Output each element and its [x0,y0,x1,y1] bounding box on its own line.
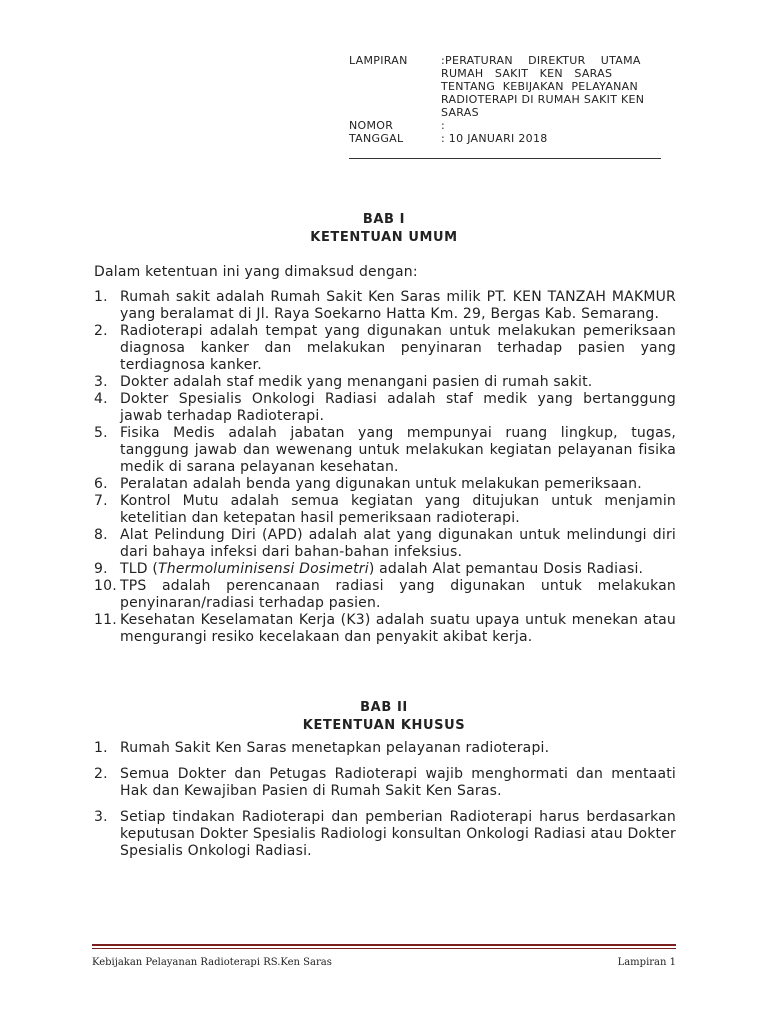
lampiran-value-line: RADIOTERAPI DI RUMAH SAKIT KEN [441,93,645,106]
item-text: TPS adalah perencanaan radiasi yang digunakan untuk melakukan penyinaran/radiasi terhadap pasien. [120,578,676,611]
header-divider [349,158,661,159]
bab1-intro: Dalam ketentuan ini yang dimaksud dengan: [94,264,418,280]
item-number: 2. [94,323,108,339]
item-text: Alat Pelindung Diri (APD) adalah alat yang digunakan untuk melindungi diri dari bahaya infeksi dari bahan-bahan infeksius. [120,527,676,560]
item-number: 8. [94,527,108,543]
item-number: 6. [94,476,108,492]
footer-page-label: Lampiran 1 [617,957,676,968]
item-number: 4. [94,391,108,407]
item-text: Kontrol Mutu adalah semua kegiatan yang ditujukan untuk menjamin ketelitian dan ketepatan hasil pemeriksaan radioterapi. [120,493,676,526]
list-item [94,740,676,757]
item-text: Fisika Medis adalah jabatan yang mempunyai ruang lingkup, tugas, tanggung jawab dan wewenang untuk melakukan kegiatan pelayanan fisika medik di sarana pelayanan kesehatan. [120,425,676,475]
bab2-subtitle: KETENTUAN KHUSUS [302,718,466,733]
item-number: 7. [94,493,108,509]
bab2-list [94,740,676,860]
list-item [94,578,676,612]
lampiran-value-line: SARAS [441,106,479,119]
tanggal-value: : 10 JANUARI 2018 [441,132,548,145]
list-item [94,476,676,493]
footer-divider-thin [92,948,676,949]
item-number: 11. [94,612,117,628]
item-number: 9. [94,561,108,577]
lampiran-row [349,54,671,119]
item-text: Peralatan adalah benda yang digunakan untuk melakukan pemeriksaan. [120,476,642,492]
footer-divider [92,944,676,946]
item-number: 10. [94,578,117,594]
lampiran-value [441,54,671,119]
item-text: Dokter adalah staf medik yang menangani pasien di rumah sakit. [120,374,593,390]
item-text: Setiap tindakan Radioterapi dan pemberian Radioterapi harus berdasarkan keputusan Dokter Spesialis Radiologi konsultan Onkologi Radiasi atau Dokter Spesialis Onkologi Radiasi. [120,809,676,859]
item-number: 3. [94,374,108,390]
lampiran-label: LAMPIRAN [349,54,408,67]
lampiran-value-line: TENTANG KEBIJAKAN PELAYANAN [441,80,639,93]
list-item [94,809,676,860]
item-number: 2. [94,766,108,782]
list-item [94,493,676,527]
list-item [94,289,676,323]
list-item [94,561,676,578]
item-text: Rumah Sakit Ken Saras menetapkan pelayanan radioterapi. [120,740,550,756]
item-text: Semua Dokter dan Petugas Radioterapi wajib menghormati dan mentaati Hak dan Kewajiban Pasien di Rumah Sakit Ken Saras. [120,766,676,799]
lampiran-value-line: RUMAH SAKIT KEN SARAS [441,67,613,80]
bab2-title: BAB II [360,700,408,715]
tanggal-row [349,132,671,145]
footer-document-title: Kebijakan Pelayanan Radioterapi RS.Ken Saras [92,957,332,968]
item-number: 1. [94,289,108,305]
nomor-value: : [441,119,446,132]
nomor-row [349,119,671,132]
list-item [94,425,676,476]
item-text-italic: Thermoluminisensi Dosimetri [158,561,369,577]
item-text [120,561,676,578]
bab1-list [94,289,676,646]
bab1-subtitle: KETENTUAN UMUM [310,230,458,245]
list-item [94,612,676,646]
list-item [94,391,676,425]
item-text: Radioterapi adalah tempat yang digunakan untuk melakukan pemeriksaan diagnosa kanker dan melakukan penyinaran terhadap pasien yang terdiagnosa kanker. [120,323,676,373]
lampiran-value-line: :PERATURAN DIREKTUR UTAMA [441,54,641,67]
tanggal-label: TANGGAL [349,132,404,145]
list-item [94,323,676,374]
nomor-label: NOMOR [349,119,394,132]
list-item [94,527,676,561]
item-text-post: ) adalah Alat pemantau Dosis Radiasi. [368,561,644,577]
list-item [94,374,676,391]
item-text-pre: TLD ( [120,561,159,577]
header-block [349,54,671,145]
item-number: 5. [94,425,108,441]
item-number: 1. [94,740,108,756]
item-text: Rumah sakit adalah Rumah Sakit Ken Saras milik PT. KEN TANZAH MAKMUR yang beralamat di Jl. Raya Soekarno Hatta Km. 29, Bergas Kab. Semarang. [120,289,676,322]
item-text: Kesehatan Keselamatan Kerja (K3) adalah suatu upaya untuk menekan atau mengurangi resiko kecelakaan dan penyakit akibat kerja. [120,612,676,645]
item-text: Dokter Spesialis Onkologi Radiasi adalah staf medik yang bertanggung jawab terhadap Radioterapi. [120,391,676,424]
bab1-title: BAB I [362,212,406,227]
item-number: 3. [94,809,108,825]
list-item [94,766,676,800]
